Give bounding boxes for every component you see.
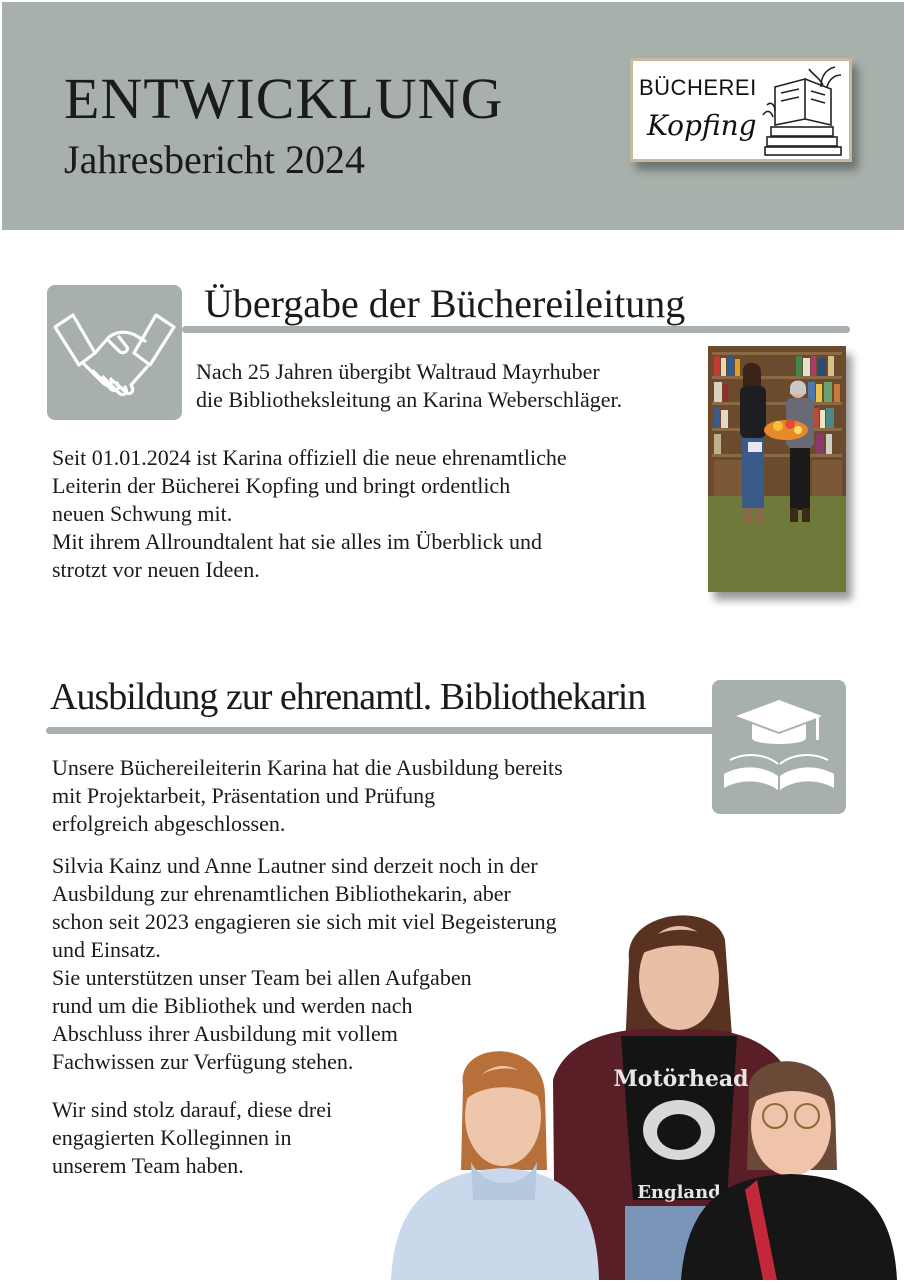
graduation-cap-book-icon [712, 680, 846, 814]
handshake-icon-box [47, 285, 182, 420]
section2-rule [46, 727, 718, 734]
library-logo [630, 58, 852, 162]
page-title: ENTWICKLUNG [64, 66, 504, 131]
section1-body-line: Mit ihrem Allroundtalent hat sie alles im Überblick und [52, 529, 543, 554]
section2-para2-line: schon seit 2023 engagieren sie sich mit viel Begeisterung [52, 909, 557, 934]
section2-para2-line: Fachwissen zur Verfügung stehen. [52, 1049, 354, 1074]
section2-para1 [52, 754, 563, 838]
section2-para2 [52, 852, 557, 1076]
section2-para2-line: Abschluss ihrer Ausbildung mit vollem [52, 1021, 398, 1046]
section1-rule [182, 326, 850, 333]
books-plant-icon [761, 65, 845, 157]
page-subtitle: Jahresbericht 2024 [64, 137, 366, 182]
handshake-icon [47, 285, 182, 420]
section1-body-line: Leiterin der Bücherei Kopfing und bringt ordentlich [52, 473, 511, 498]
section1-body-line: Seit 01.01.2024 ist Karina offiziell die neue ehrenamtliche [52, 445, 567, 470]
section1-title: Übergabe der Büchereileitung [204, 281, 686, 326]
section2-para2-line: Sie unterstützen unser Team bei allen Aufgaben [52, 965, 472, 990]
section2-para3-line: Wir sind stolz darauf, diese drei [52, 1097, 333, 1122]
section2-para1-line: Unsere Büchereileiterin Karina hat die Ausbildung bereits [52, 755, 563, 780]
section2-para2-line: Silvia Kainz und Anne Lautner sind derzeit noch in der [52, 853, 538, 878]
section2-title: Ausbildung zur ehrenamtl. Bibliothekarin [50, 676, 646, 718]
section2-para2-line: und Einsatz. [52, 937, 161, 962]
section2-para2-line: Ausbildung zur ehrenamtlichen Bibliothekarin, aber [52, 881, 511, 906]
section1-body [52, 444, 567, 584]
graduation-icon-box [712, 680, 846, 814]
section2-para2-line: rund um die Bibliothek und werden nach [52, 993, 413, 1018]
section1-intro [196, 358, 622, 414]
section2-para3 [52, 1096, 332, 1180]
section2-para1-line: mit Projektarbeit, Präsentation und Prüfung [52, 783, 436, 808]
section2-para3-line: unserem Team haben. [52, 1153, 244, 1178]
section1-intro-line: Nach 25 Jahren übergibt Waltraud Mayrhuber [196, 359, 600, 384]
section1-body-line: strotzt vor neuen Ideen. [52, 557, 260, 582]
shirt-text-bottom: England [637, 1182, 721, 1203]
section2-para1-line: erfolgreich abgeschlossen. [52, 811, 286, 836]
handover-photo [708, 346, 846, 592]
logo-name: BÜCHEREI [639, 75, 757, 100]
section1-body-line: neuen Schwung mit. [52, 501, 233, 526]
section2-para3-line: engagierten Kolleginnen in [52, 1125, 292, 1150]
logo-place: Kopfing [647, 109, 757, 142]
shirt-text-top: Motörhead [613, 1066, 749, 1092]
section1-intro-line: die Bibliotheksleitung an Karina Weberschläger. [196, 387, 623, 412]
